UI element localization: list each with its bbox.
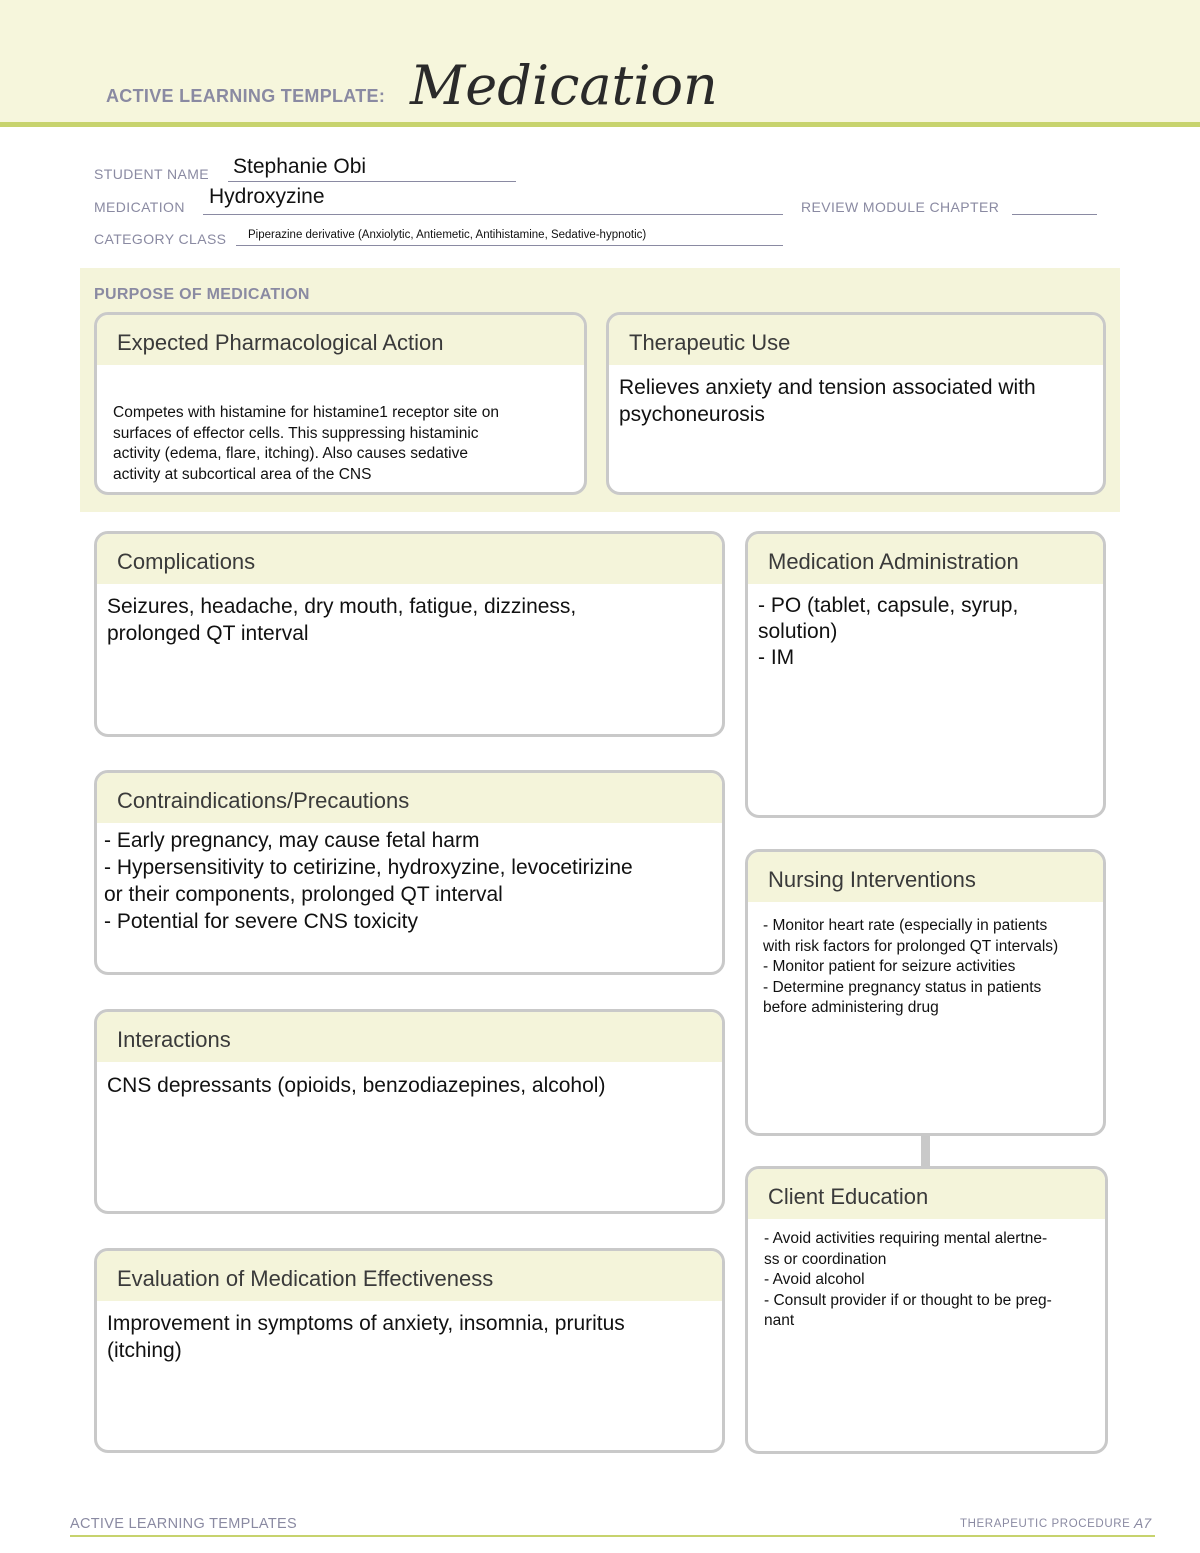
category-class-line: [236, 245, 783, 246]
category-class-row: [94, 231, 226, 249]
client-education-line: - Avoid activities requiring mental alertne-: [764, 1230, 1048, 1247]
review-module-row: [801, 199, 999, 217]
contraindications-text: [97, 823, 722, 935]
nursing-interventions-line: before administering drug: [763, 999, 939, 1016]
evaluation-text: [97, 1301, 722, 1364]
medication-value[interactable]: Hydroxyzine: [209, 185, 325, 208]
medication-label: MEDICATION: [94, 199, 185, 215]
template-label: ACTIVE LEARNING TEMPLATE:: [106, 86, 386, 106]
header-rule: [0, 122, 1200, 127]
interactions-text: [97, 1062, 722, 1099]
evaluation-line: Improvement in symptoms of anxiety, insomnia, pruritus: [107, 1312, 625, 1335]
therapeutic-use-text: [609, 365, 1103, 428]
medication-row: [94, 199, 185, 217]
pharm-action-title: Expected Pharmacological Action: [97, 315, 584, 365]
interactions-box[interactable]: [94, 1009, 725, 1214]
nursing-interventions-line: - Monitor patient for seizure activities: [763, 958, 1016, 975]
evaluation-box[interactable]: [94, 1248, 725, 1453]
nursing-interventions-box[interactable]: [745, 849, 1106, 1136]
contraindications-box[interactable]: [94, 770, 725, 975]
page-title: Medication: [410, 54, 718, 117]
pharm-action-line: activity at subcortical area of the CNS: [113, 465, 372, 483]
medication-administration-text: [748, 584, 1103, 671]
medication-line: [203, 214, 783, 215]
medication-administration-title: Medication Administration: [748, 534, 1103, 584]
evaluation-line: (itching): [107, 1339, 182, 1362]
therapeutic-use-box[interactable]: [606, 312, 1106, 495]
complications-text: [97, 584, 722, 647]
box-connector: [921, 1135, 930, 1167]
therapeutic-use-title: Therapeutic Use: [609, 315, 1103, 365]
interactions-line: CNS depressants (opioids, benzodiazepines, alcohol): [107, 1074, 606, 1097]
complications-box[interactable]: [94, 531, 725, 737]
review-module-label: REVIEW MODULE CHAPTER: [801, 199, 1000, 215]
client-education-title: Client Education: [748, 1169, 1105, 1219]
page-number: A7: [1134, 1515, 1152, 1531]
contraindications-line: - Early pregnancy, may cause fetal harm: [104, 829, 480, 852]
pharm-action-text: [97, 365, 584, 485]
complications-title: Complications: [97, 534, 722, 584]
nursing-interventions-line: - Monitor heart rate (especially in patients: [763, 917, 1048, 934]
client-education-line: ss or coordination: [764, 1250, 887, 1268]
medication-administration-line: - IM: [758, 646, 795, 669]
nursing-interventions-line: - Determine pregnancy status in patients: [763, 978, 1042, 996]
complications-line: Seizures, headache, dry mouth, fatigue, dizziness,: [107, 595, 577, 618]
contraindications-line: - Potential for severe CNS toxicity: [104, 910, 418, 933]
student-name-line: [228, 181, 516, 182]
contraindications-line: or their components, prolonged QT interval: [104, 883, 503, 906]
contraindications-title: Contraindications/Precautions: [97, 773, 722, 823]
client-education-text: [748, 1219, 1105, 1332]
client-education-line: nant: [764, 1312, 795, 1329]
footer-rule: [70, 1535, 1155, 1537]
student-name-row: [94, 166, 209, 184]
student-name-label: STUDENT NAME: [94, 166, 209, 182]
interactions-title: Interactions: [97, 1012, 722, 1062]
therapeutic-use-line: Relieves anxiety and tension associated with: [619, 376, 1036, 399]
purpose-label: PURPOSE OF MEDICATION: [94, 286, 310, 303]
pharm-action-line: Competes with histamine for histamine1 receptor site on: [113, 404, 499, 421]
pharm-action-line: activity (edema, flare, itching). Also causes sedative: [113, 445, 468, 462]
student-name-value[interactable]: Stephanie Obi: [233, 155, 367, 178]
therapeutic-use-line: psychoneurosis: [619, 403, 765, 426]
client-education-box[interactable]: [745, 1166, 1108, 1454]
review-module-line: [1012, 214, 1097, 215]
medication-administration-box[interactable]: [745, 531, 1106, 818]
nursing-interventions-line: with risk factors for prolonged QT intervals): [763, 937, 1059, 955]
medication-administration-line: solution): [758, 620, 838, 643]
client-education-line: - Avoid alcohol: [764, 1271, 865, 1288]
pharm-action-line: surfaces of effector cells. This suppressing histaminic: [113, 424, 479, 442]
nursing-interventions-title: Nursing Interventions: [748, 852, 1103, 902]
category-class-label: CATEGORY CLASS: [94, 231, 227, 247]
client-education-line: - Consult provider if or thought to be preg-: [764, 1291, 1052, 1309]
medication-administration-line: - PO (tablet, capsule, syrup,: [758, 594, 1019, 617]
nursing-interventions-text: [748, 902, 1103, 1019]
footer-left: ACTIVE LEARNING TEMPLATES: [70, 1516, 297, 1532]
contraindications-line: - Hypersensitivity to cetirizine, hydroxyzine, levocetirizine: [104, 856, 633, 879]
pharm-action-box[interactable]: [94, 312, 587, 495]
footer-right: THERAPEUTIC PROCEDURE: [960, 1518, 1131, 1530]
evaluation-title: Evaluation of Medication Effectiveness: [97, 1251, 722, 1301]
complications-line: prolonged QT interval: [107, 622, 309, 645]
category-class-value[interactable]: Piperazine derivative (Anxiolytic, Antiemetic, Antihistamine, Sedative-hypnotic): [248, 229, 647, 241]
